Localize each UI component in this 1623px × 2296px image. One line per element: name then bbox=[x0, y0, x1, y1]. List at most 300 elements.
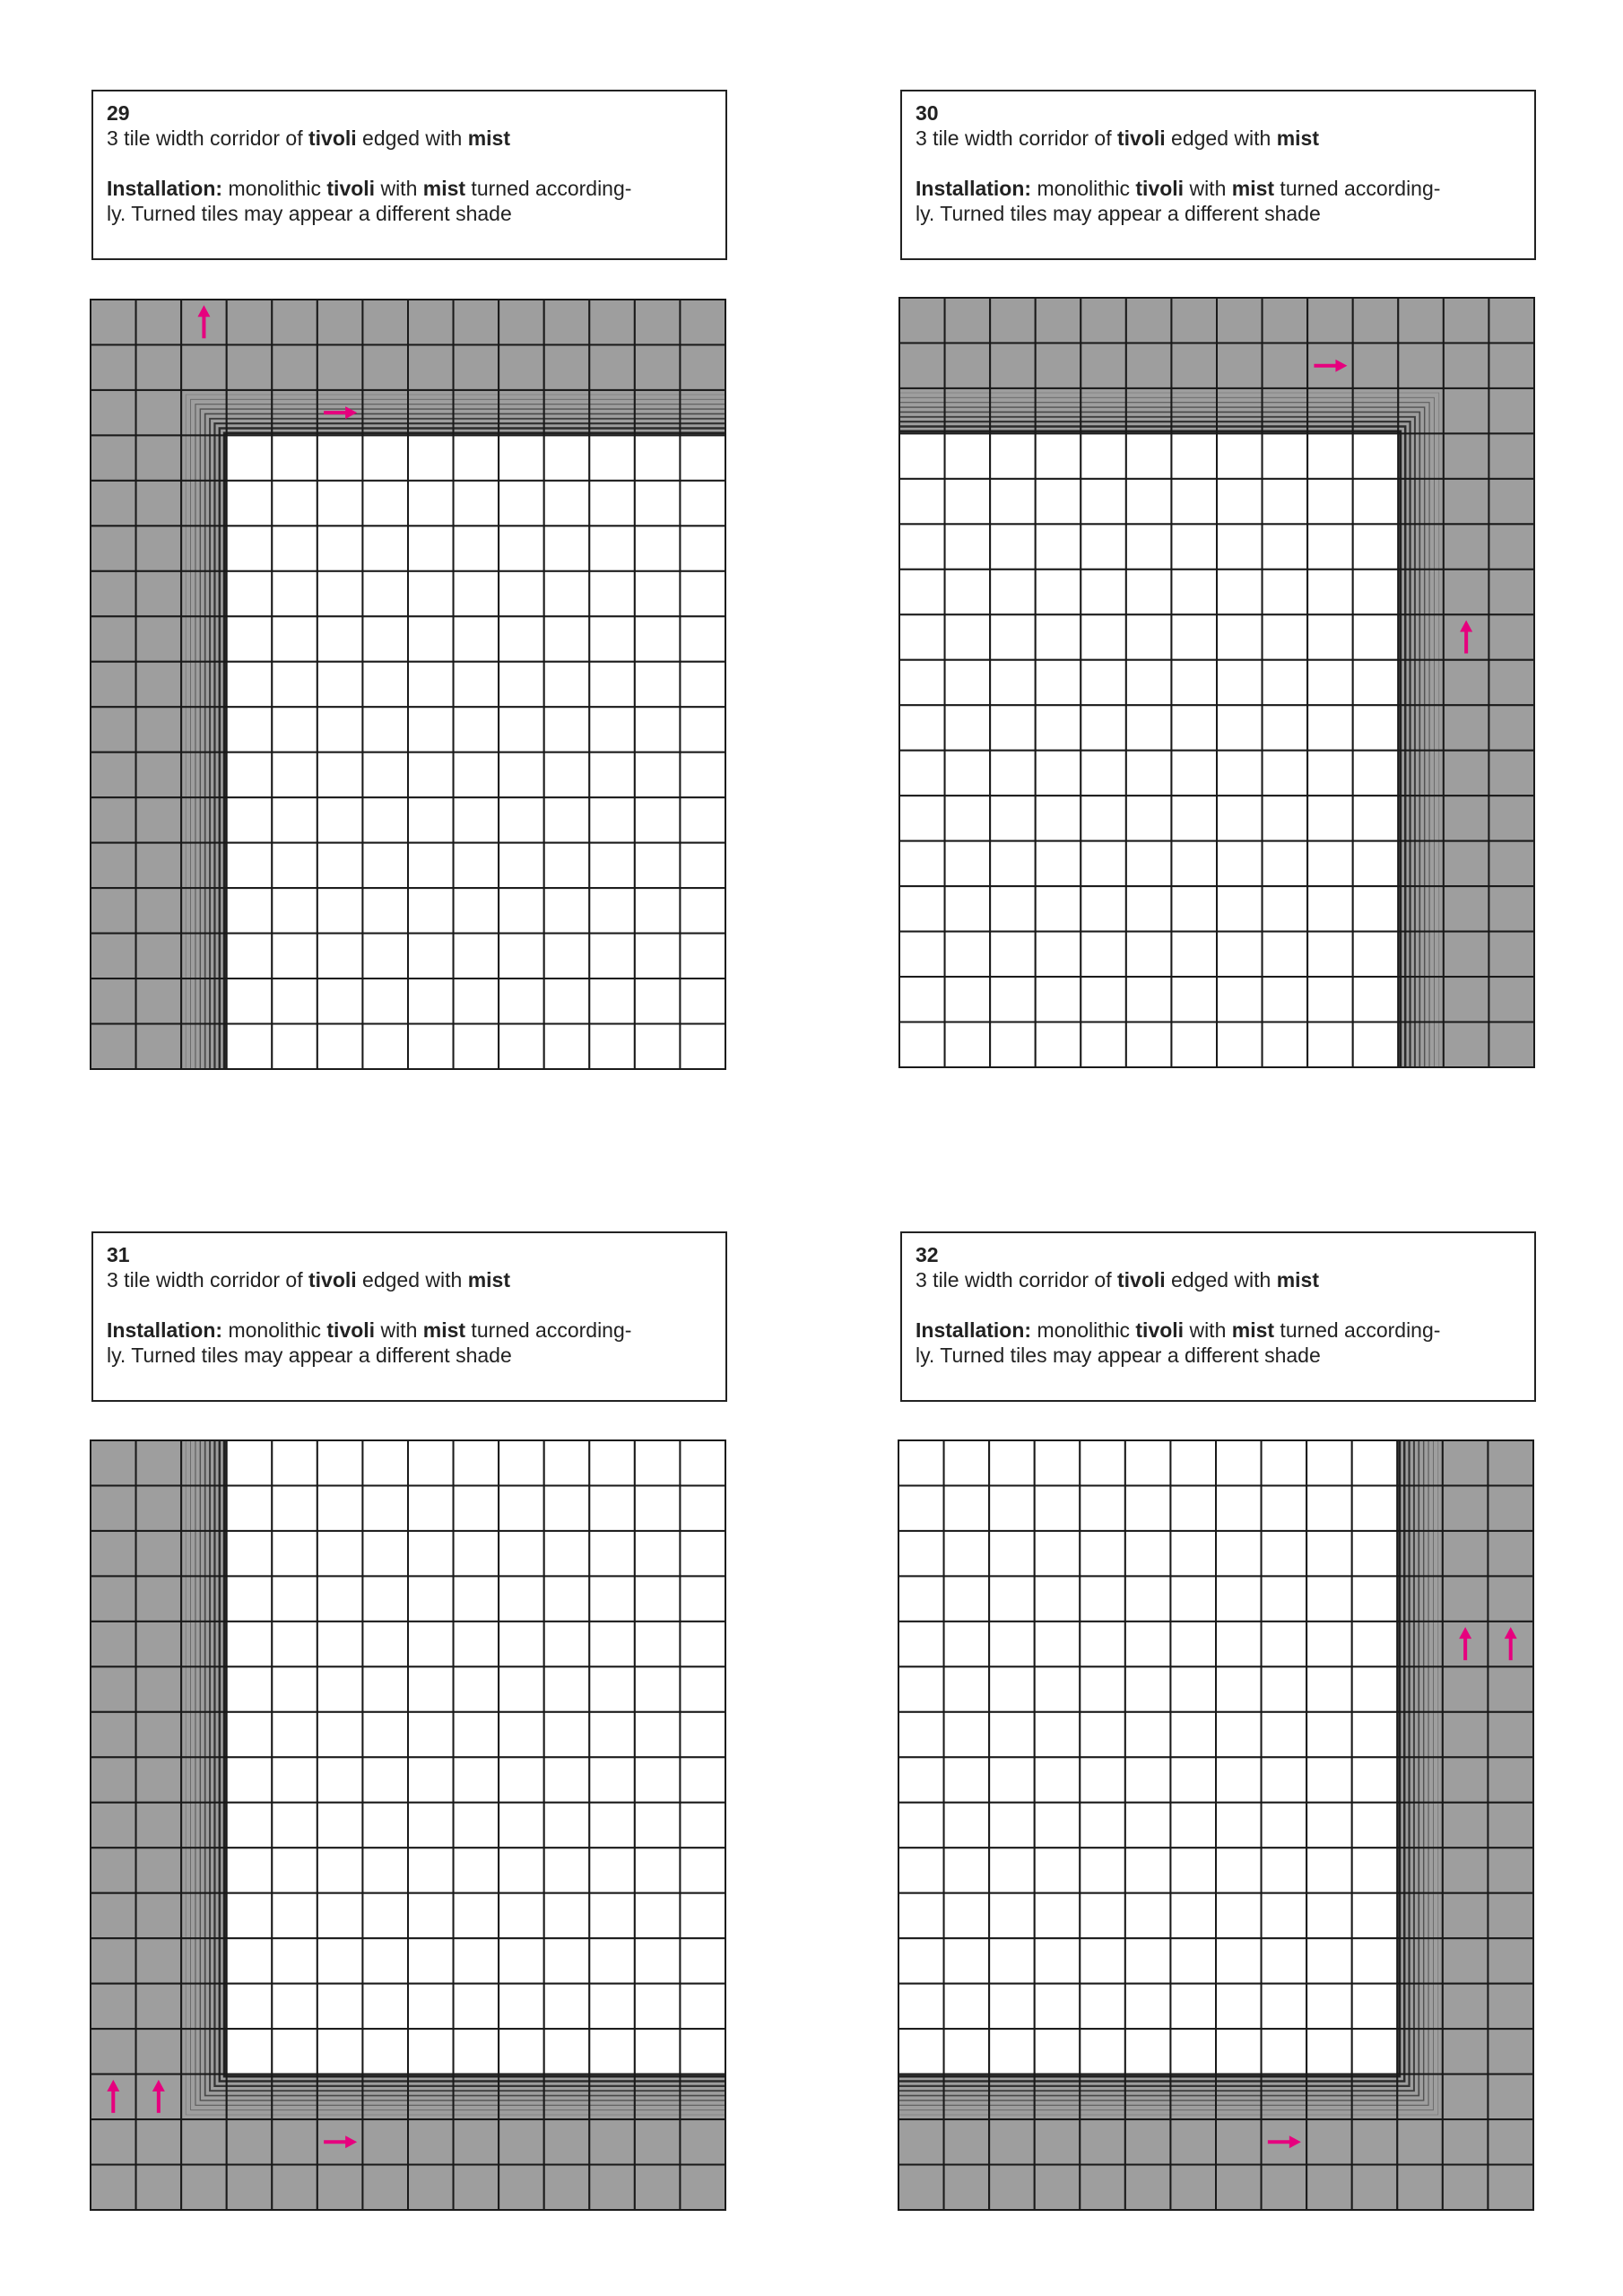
tivoli-tile bbox=[1217, 932, 1263, 977]
tivoli-tile bbox=[454, 1576, 499, 1621]
mist-tile bbox=[1443, 2119, 1488, 2164]
turned-mist-tile bbox=[408, 2074, 454, 2119]
mist-tile bbox=[91, 1622, 136, 1666]
tivoli-tile bbox=[1035, 2029, 1081, 2074]
tivoli-tile bbox=[944, 1576, 990, 1621]
tivoli-tile bbox=[990, 1022, 1036, 1067]
tivoli-tile bbox=[1307, 705, 1353, 750]
tivoli-tile bbox=[1171, 479, 1217, 524]
mist-tile bbox=[91, 1666, 136, 1711]
mist-tile bbox=[136, 571, 182, 616]
mist-tile bbox=[1444, 977, 1489, 1022]
mist-tile bbox=[589, 2165, 635, 2210]
tivoli-tile bbox=[499, 1984, 544, 2029]
tivoli-tile bbox=[1081, 433, 1126, 478]
turned-mist-tile bbox=[635, 2074, 681, 2119]
tivoli-tile bbox=[317, 1531, 363, 1576]
mist-tile bbox=[136, 1893, 182, 1938]
mist-tile bbox=[1488, 751, 1534, 796]
tivoli-tile bbox=[589, 571, 635, 616]
tivoli-tile bbox=[1171, 1022, 1217, 1067]
tivoli-tile bbox=[454, 752, 499, 797]
mist-tile bbox=[91, 707, 136, 752]
tivoli-tile bbox=[1036, 614, 1081, 659]
tivoli-tile bbox=[1262, 1576, 1307, 1621]
tivoli-tile bbox=[1126, 705, 1172, 750]
tivoli-tile bbox=[989, 1984, 1035, 2029]
mist-tile bbox=[91, 2119, 136, 2164]
tivoli-tile bbox=[899, 751, 945, 796]
tivoli-tile bbox=[408, 1984, 454, 2029]
tivoli-tile bbox=[1035, 1893, 1081, 1938]
tivoli-tile bbox=[1036, 932, 1081, 977]
mist-tile bbox=[499, 2119, 544, 2164]
mist-tile bbox=[680, 344, 725, 389]
mist-tile bbox=[1444, 570, 1489, 614]
tivoli-tile bbox=[1353, 751, 1399, 796]
tivoli-tile bbox=[680, 1712, 725, 1757]
tivoli-tile bbox=[499, 1757, 544, 1802]
mist-tile bbox=[1488, 433, 1534, 478]
tivoli-tile bbox=[944, 1757, 990, 1802]
tivoli-tile bbox=[1263, 886, 1308, 931]
tivoli-tile bbox=[1170, 1622, 1216, 1666]
tivoli-tile bbox=[1170, 1984, 1216, 2029]
turned-mist-tile bbox=[1397, 1803, 1443, 1848]
mist-tile bbox=[454, 344, 499, 389]
tivoli-tile bbox=[499, 1712, 544, 1757]
tivoli-tile bbox=[989, 1712, 1035, 1757]
mist-tile bbox=[91, 526, 136, 570]
turned-mist-tile bbox=[1036, 388, 1081, 433]
turned-mist-tile bbox=[181, 616, 227, 661]
tivoli-tile bbox=[680, 616, 725, 661]
tivoli-tile bbox=[408, 1666, 454, 1711]
tivoli-tile bbox=[944, 1984, 990, 2029]
caption-box-32 bbox=[900, 1231, 1536, 1402]
tivoli-tile bbox=[272, 978, 317, 1023]
tivoli-tile bbox=[1125, 1440, 1171, 1485]
tivoli-tile bbox=[227, 616, 273, 661]
tivoli-tile bbox=[227, 1712, 273, 1757]
tivoli-tile bbox=[1125, 1757, 1171, 1802]
tivoli-tile bbox=[1126, 479, 1172, 524]
tivoli-tile bbox=[362, 1485, 408, 1530]
mist-tile bbox=[91, 1757, 136, 1802]
tivoli-tile bbox=[227, 571, 273, 616]
tivoli-tile bbox=[635, 481, 681, 526]
tivoli-tile bbox=[635, 1531, 681, 1576]
mist-tile bbox=[944, 2165, 990, 2210]
turned-mist-tile bbox=[680, 390, 725, 435]
turned-mist-tile bbox=[1398, 751, 1444, 796]
tivoli-tile bbox=[544, 616, 590, 661]
mist-tile bbox=[1444, 433, 1489, 478]
tivoli-tile bbox=[454, 526, 499, 570]
tivoli-tile bbox=[1353, 886, 1399, 931]
tivoli-tile bbox=[362, 1531, 408, 1576]
tivoli-tile bbox=[227, 1440, 273, 1485]
tivoli-tile bbox=[544, 526, 590, 570]
tivoli-tile bbox=[272, 1485, 317, 1530]
tivoli-tile bbox=[989, 1622, 1035, 1666]
tivoli-tile bbox=[1035, 1576, 1081, 1621]
tivoli-tile bbox=[1352, 1757, 1398, 1802]
tivoli-tile bbox=[1036, 841, 1081, 886]
tivoli-tile bbox=[1171, 524, 1217, 569]
tivoli-tile bbox=[589, 1531, 635, 1576]
tivoli-tile bbox=[1080, 1757, 1125, 1802]
tivoli-tile bbox=[944, 1666, 990, 1711]
tivoli-tile bbox=[544, 1485, 590, 1530]
tivoli-tile bbox=[1080, 1712, 1125, 1757]
tivoli-tile bbox=[1306, 1803, 1352, 1848]
tivoli-tile bbox=[454, 1024, 499, 1069]
tivoli-tile bbox=[227, 843, 273, 888]
mist-tile bbox=[1488, 1022, 1534, 1067]
tivoli-tile bbox=[1171, 886, 1217, 931]
mist-tile bbox=[91, 797, 136, 842]
tivoli-tile bbox=[898, 1622, 944, 1666]
turned-mist-tile bbox=[181, 662, 227, 707]
mist-tile bbox=[181, 2165, 227, 2210]
tivoli-tile bbox=[408, 571, 454, 616]
mist-tile bbox=[136, 1938, 182, 1983]
tivoli-tile bbox=[1171, 614, 1217, 659]
turned-mist-tile bbox=[944, 2074, 990, 2119]
mist-tile bbox=[1444, 751, 1489, 796]
mist-tile bbox=[408, 2165, 454, 2210]
tivoli-tile bbox=[945, 433, 991, 478]
tivoli-tile bbox=[408, 1848, 454, 1892]
tivoli-tile bbox=[1036, 570, 1081, 614]
tivoli-tile bbox=[1216, 1440, 1262, 1485]
mist-tile bbox=[136, 1984, 182, 2029]
mist-tile bbox=[945, 343, 991, 387]
tivoli-tile bbox=[1216, 1848, 1262, 1892]
tivoli-tile bbox=[1125, 1531, 1171, 1576]
mist-tile bbox=[91, 978, 136, 1023]
tivoli-tile bbox=[1126, 614, 1172, 659]
tivoli-tile bbox=[1352, 1531, 1398, 1576]
tivoli-tile bbox=[1353, 660, 1399, 705]
mist-tile bbox=[1263, 298, 1308, 343]
tivoli-tile bbox=[899, 977, 945, 1022]
tivoli-tile bbox=[945, 886, 991, 931]
tivoli-tile bbox=[1263, 705, 1308, 750]
mist-tile bbox=[136, 662, 182, 707]
turned-mist-tile bbox=[181, 1440, 227, 1485]
tivoli-tile bbox=[1170, 1440, 1216, 1485]
tivoli-tile bbox=[989, 1440, 1035, 1485]
tivoli-tile bbox=[635, 1938, 681, 1983]
tivoli-tile bbox=[1081, 705, 1126, 750]
tivoli-tile bbox=[989, 1485, 1035, 1530]
tivoli-tile bbox=[454, 1440, 499, 1485]
tivoli-tile bbox=[1126, 433, 1172, 478]
tivoli-tile bbox=[899, 932, 945, 977]
tivoli-tile bbox=[680, 752, 725, 797]
mist-tile bbox=[136, 300, 182, 344]
turned-mist-tile bbox=[1170, 2074, 1216, 2119]
tivoli-tile bbox=[499, 707, 544, 752]
tivoli-tile bbox=[680, 1757, 725, 1802]
tivoli-tile bbox=[227, 1531, 273, 1576]
mist-tile bbox=[1444, 886, 1489, 931]
tivoli-tile bbox=[408, 707, 454, 752]
turned-mist-tile bbox=[1398, 614, 1444, 659]
tivoli-tile bbox=[635, 1757, 681, 1802]
tivoli-tile bbox=[408, 2029, 454, 2074]
tivoli-tile bbox=[454, 843, 499, 888]
turned-mist-tile bbox=[317, 2074, 363, 2119]
tivoli-tile bbox=[1036, 660, 1081, 705]
turned-mist-tile bbox=[454, 2074, 499, 2119]
mist-tile bbox=[1217, 343, 1263, 387]
turned-mist-tile bbox=[181, 1576, 227, 1621]
tivoli-tile bbox=[589, 435, 635, 480]
tivoli-tile bbox=[544, 1622, 590, 1666]
tivoli-tile bbox=[317, 1024, 363, 1069]
tivoli-tile bbox=[1080, 1622, 1125, 1666]
tivoli-tile bbox=[454, 662, 499, 707]
turned-mist-tile bbox=[1397, 1938, 1443, 1983]
tivoli-tile bbox=[898, 1712, 944, 1757]
tivoli-tile bbox=[317, 843, 363, 888]
tivoli-tile bbox=[898, 1757, 944, 1802]
tivoli-tile bbox=[945, 977, 991, 1022]
tivoli-tile bbox=[1217, 977, 1263, 1022]
mist-tile bbox=[899, 343, 945, 387]
mist-tile bbox=[1306, 2165, 1352, 2210]
installation-note: Installation: monolithic tivoli with mist turned according- bbox=[916, 1318, 1441, 1342]
tivoli-tile bbox=[1080, 1893, 1125, 1938]
tile-layout-29 bbox=[91, 300, 725, 1069]
tivoli-tile bbox=[1307, 614, 1353, 659]
tivoli-tile bbox=[944, 1893, 990, 1938]
tivoli-tile bbox=[945, 1022, 991, 1067]
tivoli-tile bbox=[544, 571, 590, 616]
tivoli-tile bbox=[272, 616, 317, 661]
turned-mist-tile bbox=[362, 390, 408, 435]
mist-tile bbox=[499, 344, 544, 389]
tivoli-tile bbox=[589, 662, 635, 707]
tivoli-tile bbox=[1170, 1938, 1216, 1983]
tivoli-tile bbox=[989, 1938, 1035, 1983]
mist-tile bbox=[136, 1531, 182, 1576]
tivoli-tile bbox=[1081, 841, 1126, 886]
tivoli-tile bbox=[408, 1024, 454, 1069]
tivoli-tile bbox=[272, 1984, 317, 2029]
mist-tile bbox=[990, 298, 1036, 343]
turned-mist-tile bbox=[454, 390, 499, 435]
tivoli-tile bbox=[272, 1938, 317, 1983]
tivoli-tile bbox=[544, 707, 590, 752]
mist-tile bbox=[1443, 1893, 1488, 1938]
tivoli-tile bbox=[1307, 932, 1353, 977]
tivoli-tile bbox=[1125, 1984, 1171, 2029]
tivoli-tile bbox=[1262, 1984, 1307, 2029]
tivoli-tile bbox=[317, 1984, 363, 2029]
tivoli-tile bbox=[362, 934, 408, 978]
turned-mist-tile bbox=[680, 2074, 725, 2119]
tivoli-tile bbox=[1263, 570, 1308, 614]
turned-mist-tile bbox=[181, 1531, 227, 1576]
turned-mist-tile bbox=[181, 752, 227, 797]
tivoli-tile bbox=[1263, 433, 1308, 478]
tivoli-tile bbox=[1171, 433, 1217, 478]
tivoli-tile bbox=[945, 841, 991, 886]
mist-tile bbox=[91, 843, 136, 888]
tivoli-tile bbox=[635, 1666, 681, 1711]
tivoli-tile bbox=[990, 751, 1036, 796]
turned-mist-tile bbox=[1397, 1893, 1443, 1938]
tivoli-tile bbox=[408, 1622, 454, 1666]
turned-mist-tile bbox=[1397, 1576, 1443, 1621]
tivoli-tile bbox=[1126, 796, 1172, 840]
tivoli-tile bbox=[499, 1848, 544, 1892]
tivoli-tile bbox=[1216, 1622, 1262, 1666]
turned-mist-tile bbox=[544, 390, 590, 435]
tivoli-tile bbox=[317, 571, 363, 616]
tivoli-tile bbox=[544, 978, 590, 1023]
tivoli-tile bbox=[1262, 1440, 1307, 1485]
turned-mist-tile bbox=[1352, 2074, 1398, 2119]
tivoli-tile bbox=[227, 934, 273, 978]
tivoli-tile bbox=[635, 934, 681, 978]
mist-tile bbox=[680, 2165, 725, 2210]
tivoli-tile bbox=[362, 1938, 408, 1983]
tivoli-tile bbox=[499, 1576, 544, 1621]
tivoli-tile bbox=[408, 797, 454, 842]
mist-tile bbox=[1488, 2119, 1533, 2164]
tivoli-tile bbox=[454, 571, 499, 616]
tivoli-tile bbox=[899, 570, 945, 614]
tivoli-tile bbox=[1080, 1485, 1125, 1530]
mist-tile bbox=[136, 1576, 182, 1621]
tivoli-tile bbox=[680, 1622, 725, 1666]
turned-mist-tile bbox=[1035, 2074, 1081, 2119]
turned-mist-tile bbox=[1398, 1022, 1444, 1067]
tivoli-tile bbox=[589, 978, 635, 1023]
tivoli-tile bbox=[1036, 705, 1081, 750]
tivoli-tile bbox=[1080, 1440, 1125, 1485]
mist-tile bbox=[1488, 1893, 1533, 1938]
tivoli-tile bbox=[1171, 751, 1217, 796]
tivoli-tile bbox=[989, 1666, 1035, 1711]
tivoli-tile bbox=[898, 2029, 944, 2074]
tivoli-tile bbox=[227, 1893, 273, 1938]
tivoli-tile bbox=[1262, 2029, 1307, 2074]
tivoli-tile bbox=[499, 526, 544, 570]
mist-tile bbox=[454, 2165, 499, 2210]
mist-tile bbox=[589, 300, 635, 344]
tivoli-tile bbox=[990, 705, 1036, 750]
tivoli-tile bbox=[227, 1984, 273, 2029]
tile-layout-31 bbox=[91, 1440, 725, 2210]
tivoli-tile bbox=[1263, 524, 1308, 569]
tivoli-tile bbox=[944, 1440, 990, 1485]
tivoli-tile bbox=[227, 1666, 273, 1711]
tivoli-tile bbox=[1353, 841, 1399, 886]
turned-mist-tile bbox=[1171, 388, 1217, 433]
mist-tile bbox=[1444, 1022, 1489, 1067]
tivoli-tile bbox=[227, 1938, 273, 1983]
tivoli-tile bbox=[1306, 1848, 1352, 1892]
pattern-number: 29 bbox=[107, 101, 130, 125]
tivoli-tile bbox=[1306, 1622, 1352, 1666]
turned-mist-tile bbox=[1398, 932, 1444, 977]
tivoli-tile bbox=[1263, 932, 1308, 977]
mist-tile bbox=[91, 1024, 136, 1069]
tivoli-tile bbox=[272, 934, 317, 978]
mist-tile bbox=[362, 2119, 408, 2164]
tivoli-tile bbox=[898, 1666, 944, 1711]
mist-tile bbox=[1170, 2119, 1216, 2164]
tivoli-tile bbox=[680, 978, 725, 1023]
tivoli-tile bbox=[1216, 1757, 1262, 1802]
mist-tile bbox=[945, 298, 991, 343]
tivoli-tile bbox=[1262, 1531, 1307, 1576]
tivoli-tile bbox=[680, 481, 725, 526]
mist-tile bbox=[1444, 705, 1489, 750]
tivoli-tile bbox=[1081, 479, 1126, 524]
tivoli-tile bbox=[362, 978, 408, 1023]
mist-tile bbox=[589, 344, 635, 389]
turned-mist-tile bbox=[1353, 388, 1399, 433]
tivoli-tile bbox=[544, 662, 590, 707]
turned-mist-tile bbox=[362, 2074, 408, 2119]
tivoli-tile bbox=[408, 1803, 454, 1848]
tivoli-tile bbox=[1170, 1803, 1216, 1848]
mist-tile bbox=[499, 2165, 544, 2210]
turned-mist-tile bbox=[181, 390, 227, 435]
tivoli-tile bbox=[1081, 932, 1126, 977]
turned-mist-tile bbox=[1398, 388, 1444, 433]
tivoli-tile bbox=[589, 481, 635, 526]
tivoli-tile bbox=[990, 932, 1036, 977]
mist-tile bbox=[990, 343, 1036, 387]
tivoli-tile bbox=[899, 796, 945, 840]
mist-tile bbox=[1080, 2165, 1125, 2210]
tivoli-tile bbox=[1262, 1712, 1307, 1757]
tivoli-tile bbox=[317, 1938, 363, 1983]
mist-tile bbox=[1488, 1757, 1533, 1802]
tivoli-tile bbox=[1216, 1576, 1262, 1621]
tivoli-tile bbox=[499, 1622, 544, 1666]
tivoli-tile bbox=[1306, 1712, 1352, 1757]
tivoli-tile bbox=[898, 1531, 944, 1576]
tivoli-tile bbox=[317, 707, 363, 752]
tivoli-tile bbox=[1307, 1022, 1353, 1067]
tivoli-tile bbox=[990, 614, 1036, 659]
tivoli-tile bbox=[1307, 751, 1353, 796]
tivoli-tile bbox=[1036, 433, 1081, 478]
tivoli-tile bbox=[1081, 796, 1126, 840]
tivoli-tile bbox=[317, 1440, 363, 1485]
tivoli-tile bbox=[408, 1893, 454, 1938]
tivoli-tile bbox=[1306, 1757, 1352, 1802]
mist-tile bbox=[1444, 932, 1489, 977]
tivoli-tile bbox=[544, 1757, 590, 1802]
tivoli-tile bbox=[454, 1984, 499, 2029]
turned-mist-tile bbox=[1397, 2074, 1443, 2119]
tivoli-tile bbox=[680, 1576, 725, 1621]
tivoli-tile bbox=[454, 1893, 499, 1938]
tivoli-tile bbox=[1080, 2029, 1125, 2074]
tivoli-tile bbox=[1035, 1666, 1081, 1711]
turned-mist-tile bbox=[181, 1938, 227, 1983]
